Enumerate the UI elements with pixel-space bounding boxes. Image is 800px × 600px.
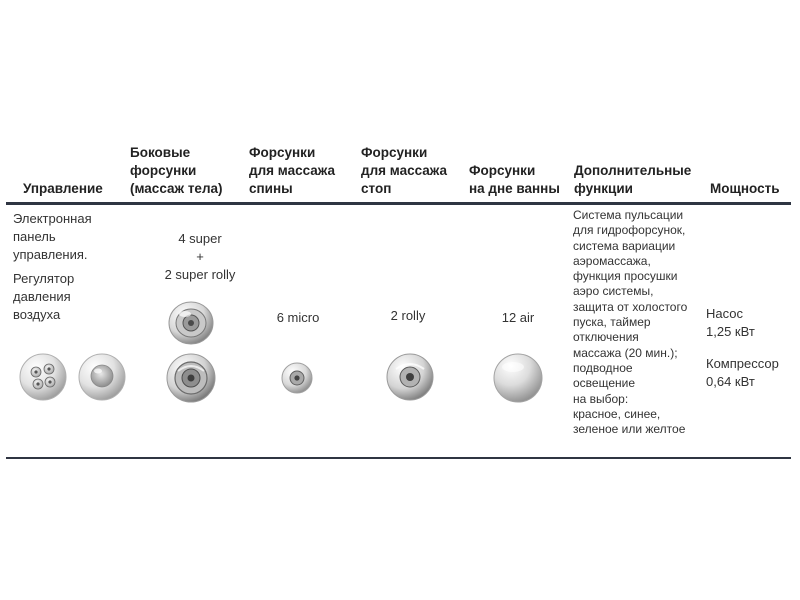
micro-jet-image [281, 362, 313, 399]
header-bottom-jets [469, 162, 560, 198]
header-control [23, 180, 103, 198]
header-back-jets-line2: для массажа [249, 163, 336, 178]
extra-feature-line: аэромассажа, [573, 253, 651, 268]
air-jet-image [493, 353, 543, 408]
extra-feature-line: массажа (20 мин.); [573, 345, 678, 360]
super-jet-image [168, 301, 214, 350]
header-foot-jets-line3: стоп [361, 181, 392, 196]
side-jets-plus: + [196, 249, 204, 264]
header-back-jets-line3: спины [249, 181, 293, 196]
control-line2: панель [13, 229, 56, 244]
header-bottom-jets-line2: на дне ванны [469, 181, 560, 196]
extra-feature-line: функция просушки [573, 269, 678, 284]
side-jets-text [140, 230, 260, 284]
header-foot-jets [361, 144, 447, 198]
compressor-value: 0,64 кВт [706, 374, 755, 389]
compressor-label: Компрессор [706, 356, 779, 371]
extra-feature-line: подводное [573, 360, 633, 375]
power-values [706, 305, 798, 391]
extra-feature-line: освещение [573, 376, 636, 391]
header-back-jets-line1: Форсунки [249, 145, 316, 160]
header-extra-line1: Дополнительные [574, 163, 692, 178]
control-line1: Электронная [13, 211, 92, 226]
back-jets-value: 6 micro [276, 310, 320, 325]
header-side-jets [130, 144, 223, 198]
extra-feature-line: зеленое или желтое [573, 422, 686, 437]
header-side-jets-line3: (массаж тела) [130, 181, 223, 196]
rolly-jet-image [386, 353, 434, 406]
footer-rule [6, 457, 791, 459]
bottom-jets-text [478, 309, 558, 327]
control-line5: давления [13, 289, 71, 304]
header-power [710, 180, 780, 198]
side-jets-line2: 2 super rolly [164, 267, 236, 282]
extra-feature-line: система вариации [573, 238, 676, 253]
header-side-jets-line1: Боковые [130, 145, 191, 160]
extra-feature-line: красное, синее, [573, 406, 661, 421]
header-foot-jets-line1: Форсунки [361, 145, 428, 160]
pump-label: Насос [706, 306, 743, 321]
extra-feature-line: пуска, таймер [573, 315, 651, 330]
control-panel-disc [20, 354, 66, 400]
side-jets-line1: 4 super [178, 231, 222, 246]
extra-feature-line: аэро системы, [573, 284, 654, 299]
extra-feature-line: Система пульсации [573, 208, 684, 222]
extra-feature-line: защита от холостого [573, 299, 688, 314]
foot-jets-text [368, 307, 448, 325]
extra-feature-line: отключения [573, 330, 639, 345]
control-line3: управления. [13, 247, 88, 262]
header-power-text: Мощность [710, 181, 780, 196]
pump-value: 1,25 кВт [706, 324, 755, 339]
header-extra [574, 162, 691, 198]
back-jets-text [258, 309, 338, 327]
control-description [13, 210, 92, 324]
extra-feature-line: на выбор: [573, 391, 629, 406]
header-back-jets [249, 144, 335, 198]
header-extra-line2: функции [574, 181, 633, 196]
header-bottom-jets-line1: Форсунки [469, 163, 536, 178]
bottom-jets-value: 12 air [501, 310, 535, 325]
super-rolly-jet-image [166, 353, 216, 408]
header-control-text: Управление [23, 181, 103, 196]
control-line6: воздуха [13, 307, 61, 322]
extra-feature-line: для гидрофорсунок, [573, 223, 686, 238]
extra-features-list [573, 208, 705, 437]
header-side-jets-line2: форсунки [130, 163, 197, 178]
control-panel-image [18, 352, 128, 407]
control-line4: Регулятор [13, 271, 75, 286]
header-foot-jets-line2: для массажа [361, 163, 448, 178]
header-rule [6, 202, 791, 205]
foot-jets-value: 2 rolly [390, 308, 426, 323]
